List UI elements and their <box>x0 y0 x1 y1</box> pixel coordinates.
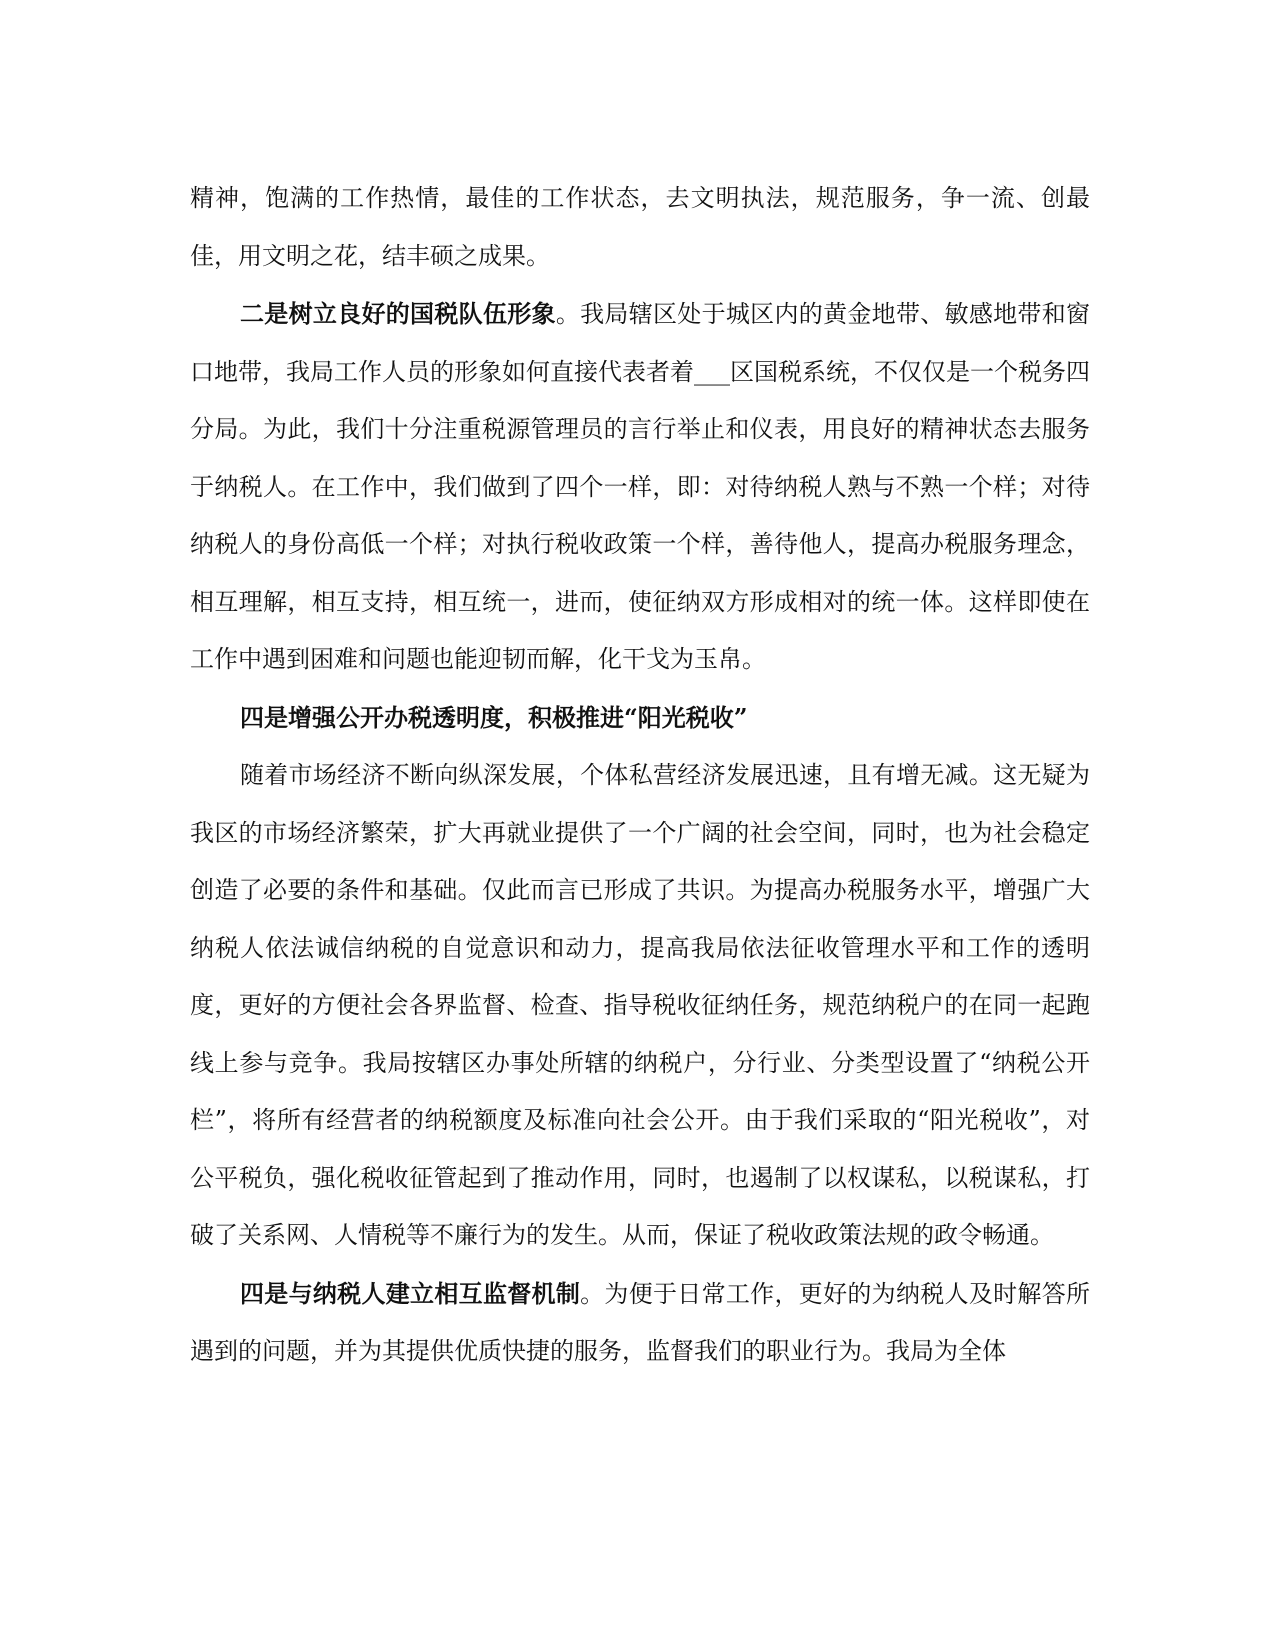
paragraph-text: 。为便于日常工作，更好的为纳税人及时解答所遇到的问题，并为其提供优质快捷的服务，监督我们的职业行为。我局为全体 <box>190 1279 1091 1365</box>
paragraph-heading: 四是与纳税人建立相互监督机制 <box>240 1278 581 1308</box>
paragraph-heading: 二是树立良好的国税队伍形象 <box>240 299 556 328</box>
paragraph-continuation <box>190 170 1090 285</box>
paragraph-text: 随着市场经济不断向纵深发展，个体私营经济发展迅速，且有增无减。这无疑为我区的市场经济繁荣，扩大再就业提供了一个广阔的社会空间，同时，也为社会稳定创造了必要的条件和基础。仅此而言已形成了共识。为提高办税服务水平，增强广大纳税人依法诚信纳税的自觉意识和动力，提高我局依法征收管理水平和工作的透明度，更好的方便社会各界监督、检查、指导税收征纳任务，规范纳税户的在同一起跑线上参与竞争。我局按辖区办事处所辖的纳税户，分行业、分类型设置了“纳税公开栏”，将所有经营者的纳税额度及标准向社会公开。由于我们采取的“阳光税收”，对公平税负，强化税收征管起到了推动作用，同时，也遏制了以权谋私，以税谋私，打破了关系网、人情税等不廉行为的发生。从而，保证了税收政策法规的政令畅通。 <box>190 761 1090 1249</box>
paragraph-market-economy <box>190 747 1090 1265</box>
paragraph-supervision <box>190 1265 1090 1381</box>
paragraph-text: 精神，饱满的工作热情，最佳的工作状态，去文明执法，规范服务，争一流、创最佳，用文明之花，结丰硕之成果。 <box>190 184 1090 270</box>
section-heading-transparency <box>190 689 1090 748</box>
paragraph-team-image <box>190 285 1090 689</box>
section-heading: 四是增强公开办税透明度，积极推进“阳光税收” <box>240 702 748 732</box>
document-page <box>190 170 1090 1381</box>
paragraph-text: 。我局辖区处于城区内的黄金地带、敏感地带和窗口地带，我局工作人员的形象如何直接代表者着___区国税系统，不仅仅是一个税务四分局。为此，我们十分注重税源管理员的言行举止和仪表，用良好的精神状态去服务于纳税人。在工作中，我们做到了四个一样，即：对待纳税人熟与不熟一个样；对待纳税人的身份高低一个样；对执行税收政策一个样，善待他人，提高办税服务理念，相互理解，相互支持，相互统一，进而，使征纳双方形成相对的统一体。这样即使在工作中遇到困难和问题也能迎韧而解，化干戈为玉帛。 <box>190 300 1091 673</box>
